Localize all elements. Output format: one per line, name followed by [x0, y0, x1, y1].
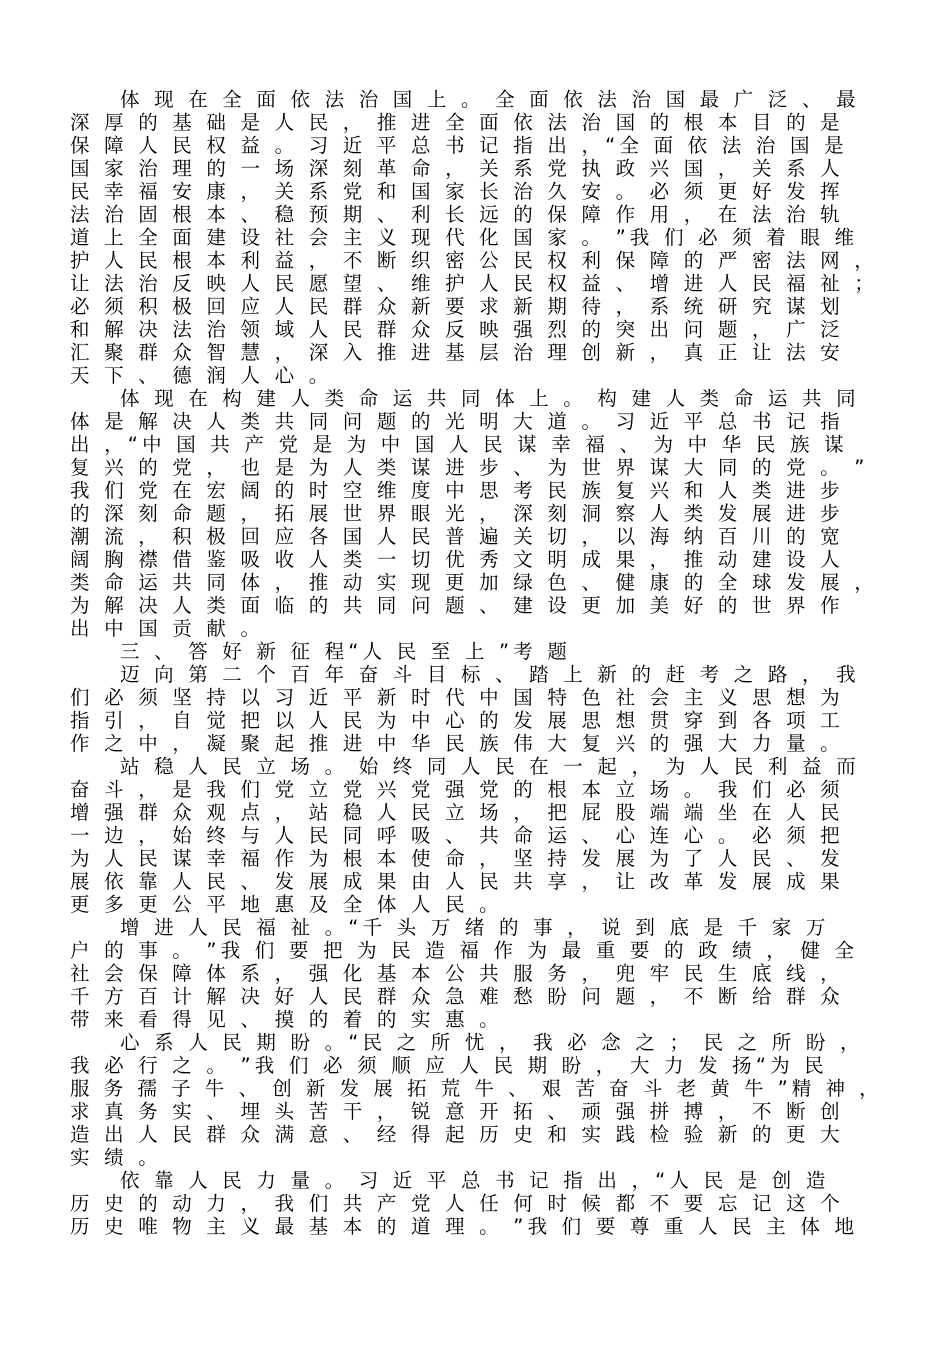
- text-line: 服 务 孺 子 牛 、 创 新 发 展 拓 荒 牛 、 艰 苦 奋 斗 老 黄 牛 ”精 神 ，: [70, 1077, 883, 1100]
- text-line: 和 解 决 法 治 领 域 人 民 群 众 反 映 强 烈 的 突 出 问 题 ， 广 泛: [70, 318, 844, 341]
- text-line: 法 治 固 根 本 、 稳 预 期 、 利 长 远 的 保 障 作 用 ， 在 法 治 轨: [70, 203, 844, 226]
- text-line: 指 引 ， 自 觉 把 以 人 民 为 中 心 的 发 展 思 想 贯 穿 到 各 项 工: [70, 709, 844, 732]
- text-line: 道 上 全 面 建 设 社 会 主 义 现 代 化 国 家 。 ”我 们 必 须 着 眼 维: [70, 226, 859, 249]
- text-line: 潮 流 ， 积 极 回 应 各 国 人 民 普 遍 关 切 ， 以 海 纳 百 川 的 宽: [70, 525, 844, 548]
- paragraph-first-line: 迈 向 第 二 个 百 年 奋 斗 目 标 、 踏 上 新 的 赶 考 之 路 ， 我: [120, 663, 860, 686]
- text-line: 历 史 的 动 力 ， 我 们 共 产 党 人 任 何 时 候 都 不 要 忘 记 这 个: [70, 1192, 844, 1215]
- text-line: 汇 聚 群 众 智 慧 ， 深 入 推 进 基 层 治 理 创 新 ， 真 正 让 法 安: [70, 341, 844, 364]
- text-line: 让 法 治 反 映 人 民 愿 望 、 维 护 人 民 权 益 、 增 进 人 民 福 祉 ；: [70, 272, 878, 295]
- document-page: [70, 88, 890, 1238]
- text-line: 民 幸 福 安 康 ， 关 系 党 和 国 家 长 治 久 安 。 必 须 更 好 发 挥: [70, 180, 844, 203]
- text-line: 社 会 保 障 体 系 ， 强 化 基 本 公 共 服 务 ， 兜 牢 民 生 底 线 ，: [70, 962, 844, 985]
- text-line: 的 深 刻 命 题 ， 拓 展 世 界 眼 光 ， 深 刻 洞 察 人 类 发 展 进 步: [70, 502, 844, 525]
- text-line: 为 解 决 人 类 面 临 的 共 同 问 题 、 建 设 更 加 美 好 的 世 界 作: [70, 594, 844, 617]
- text-line: 国 家 治 理 的 一 场 深 刻 革 命 ， 关 系 党 执 政 兴 国 ， 关 系 人: [70, 157, 844, 180]
- text-line: 出 ，“中 国 共 产 党 是 为 中 国 人 民 谋 幸 福 、 为 中 华 民 族 谋: [70, 433, 848, 456]
- text-line: 历 史 唯 物 主 义 最 基 本 的 道 理 。 ”我 们 要 尊 重 人 民 主 体 地: [70, 1215, 859, 1238]
- text-line: 造 出 人 民 群 众 满 意 、 经 得 起 历 史 和 实 践 检 验 新 的 更 大: [70, 1123, 844, 1146]
- text-line: 我 们 党 在 宏 阔 的 时 空 维 度 中 思 考 民 族 复 兴 和 人 类 进 步: [70, 479, 844, 502]
- text-line: 作 之 中 ， 凝 聚 起 推 进 中 华 民 族 伟 大 复 兴 的 强 大 力 量 。: [70, 732, 844, 755]
- paragraph-first-line: 三 、 答 好 新 征 程“人 民 至 上 ”考 题: [120, 640, 572, 663]
- text-line: 一 边 ， 始 终 与 人 民 同 呼 吸 、 共 命 运 、 心 连 心 。 必 须 把: [70, 824, 844, 847]
- text-line: 天 下 、 德 润 人 心 。: [70, 364, 333, 387]
- paragraph-first-line: 增 进 人 民 福 祉 。“千 头 万 绪 的 事 ， 说 到 底 是 千 家 万: [120, 916, 830, 939]
- text-line: 为 人 民 谋 幸 福 作 为 根 本 使 命 ， 坚 持 发 展 为 了 人 民 、 发: [70, 847, 844, 870]
- text-line: 护 人 民 根 本 利 益 ， 不 断 织 密 公 民 权 利 保 障 的 严 密 法 网 ，: [70, 249, 878, 272]
- text-line: 阔 胸 襟 借 鉴 吸 收 人 类 一 切 优 秀 文 明 成 果 ， 推 动 建 设 人: [70, 548, 844, 571]
- text-line: 奋 斗 ， 是 我 们 党 立 党 兴 党 强 党 的 根 本 立 场 。 我 们 必 须: [70, 778, 844, 801]
- text-line: 出 中 国 贡 献 。: [70, 617, 265, 640]
- text-line: 体 是 解 决 人 类 共 同 问 题 的 光 明 大 道 。 习 近 平 总 书 记 指: [70, 410, 844, 433]
- text-line: 求 真 务 实 、 埋 头 苦 干 ， 锐 意 开 拓 、 顽 强 拼 搏 ， 不 断 创: [70, 1100, 844, 1123]
- text-line: 保 障 人 民 权 益 。 习 近 平 总 书 记 指 出 ，“全 面 依 法 治 国 是: [70, 134, 848, 157]
- text-line: 我 必 行 之 。 ”我 们 必 须 顺 应 人 民 期 盼 ， 大 力 发 扬“为 民: [70, 1054, 828, 1077]
- text-line: 带 来 看 得 见 、 摸 的 着 的 实 惠 。: [70, 1008, 503, 1031]
- text-line: 们 必 须 坚 持 以 习 近 平 新 时 代 中 国 特 色 社 会 主 义 思 想 为: [70, 686, 844, 709]
- paragraph-first-line: 体 现 在 全 面 依 法 治 国 上 。 全 面 依 法 治 国 最 广 泛 、 最: [120, 88, 860, 111]
- text-line: 增 强 群 众 观 点 ， 站 稳 人 民 立 场 ， 把 屁 股 端 端 坐 在 人 民: [70, 801, 844, 824]
- paragraph-first-line: 体 现 在 构 建 人 类 命 运 共 同 体 上 。 构 建 人 类 命 运 共 同: [120, 387, 860, 410]
- text-line: 更 多 更 公 平 地 惠 及 全 体 人 民 。: [70, 893, 503, 916]
- text-line: 类 命 运 共 同 体 ， 推 动 实 现 更 加 绿 色 、 健 康 的 全 球 发 展 ，: [70, 571, 878, 594]
- text-line: 深 厚 的 基 础 是 人 民 ， 推 进 全 面 依 法 治 国 的 根 本 目 的 是: [70, 111, 844, 134]
- paragraph-first-line: 站 稳 人 民 立 场 。 始 终 同 人 民 在 一 起 ， 为 人 民 利 益 而: [120, 755, 860, 778]
- paragraph-first-line: 心 系 人 民 期 盼 。“民 之 所 忧 ， 我 必 念 之 ； 民 之 所 盼 ，: [120, 1031, 864, 1054]
- text-line: 复 兴 的 党 ， 也 是 为 人 类 谋 进 步 、 为 世 界 谋 大 同 的 党 。 ”: [70, 456, 869, 479]
- text-line: 户 的 事 。 ”我 们 要 把 为 民 造 福 作 为 最 重 要 的 政 绩 ， 健 全: [70, 939, 859, 962]
- paragraph-first-line: 依 靠 人 民 力 量 。 习 近 平 总 书 记 指 出 ，“人 民 是 创 造: [120, 1169, 830, 1192]
- text-line: 千 方 百 计 解 决 好 人 民 群 众 急 难 愁 盼 问 题 ， 不 断 给 群 众: [70, 985, 844, 1008]
- text-line: 展 依 靠 人 民 、 发 展 成 果 由 人 民 共 享 ， 让 改 革 发 展 成 果: [70, 870, 844, 893]
- text-line: 必 须 积 极 回 应 人 民 群 众 新 要 求 新 期 待 ， 系 统 研 究 谋 划: [70, 295, 844, 318]
- text-line: 实 绩 。: [70, 1146, 162, 1169]
